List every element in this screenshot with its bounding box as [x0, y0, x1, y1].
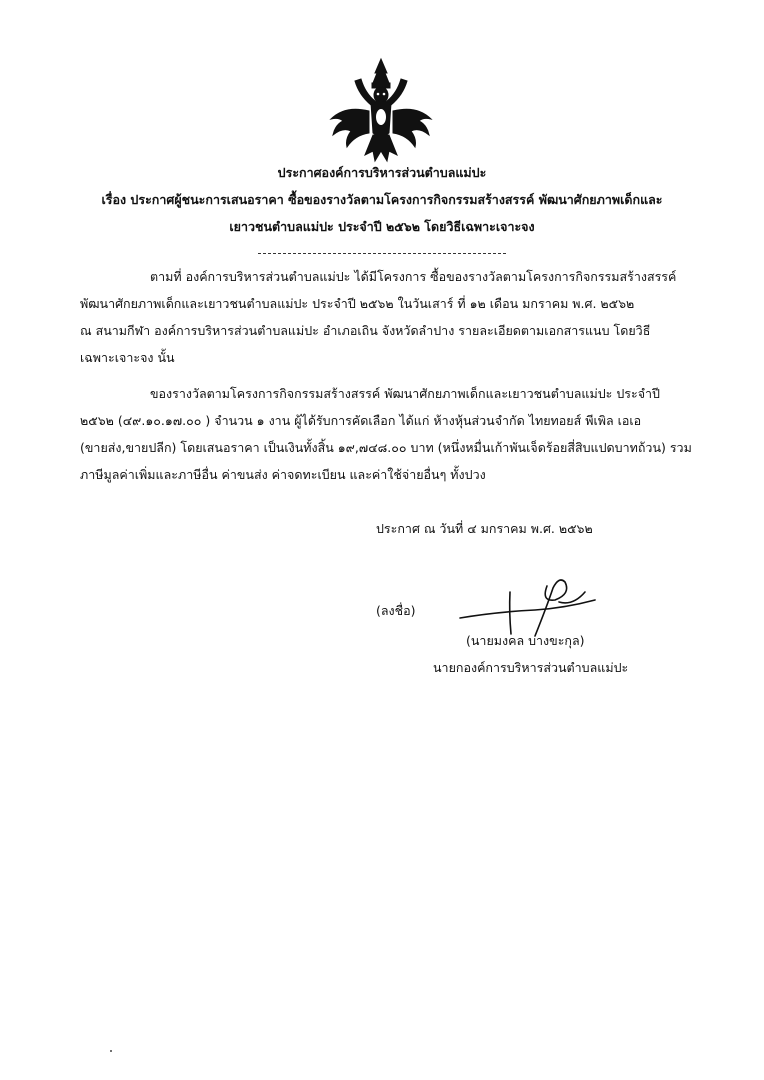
paragraph-2-line-2: ๒๕๖๒ (๔๙.๑๐.๑๗.๐๐ ) จำนวน ๑ งาน ผู้ได้รับการคัดเลือก ได้แก่ ห้างหุ้นส่วนจำกัด ไทยทอยส์ พีเพิล เอเอ [80, 413, 642, 428]
paragraph-2-line-1: ของรางวัลตามโครงการกิจกรรมสร้างสรรค์ พัฒนาศักยภาพเด็กและเยาวชนตำบลแม่ปะ ประจำปี [150, 386, 660, 401]
document-subject-line-1: เรื่อง ประกาศผู้ชนะการเสนอราคา ซื้อของรางวัลตามโครงการกิจกรรมสร้างสรรค์ พัฒนาศักยภาพเด็กและ [101, 192, 663, 207]
paragraph-1-line-2: พัฒนาศักยภาพเด็กและเยาวชนตำบลแม่ปะ ประจำปี ๒๕๖๒ ในวันเสาร์ ที่ ๑๒ เดือน มกราคม พ.ศ. ๒๕๖๒ [80, 296, 635, 311]
signatory-position: นายกองค์การบริหารส่วนตำบลแม่ปะ [433, 660, 629, 675]
document-subject-line-2: เยาวชนตำบลแม่ปะ ประจำปี ๒๕๖๒ โดยวิธีเฉพาะเจาะจง [229, 219, 535, 234]
signatory-name: (นายมงคล บางขะกุล) [466, 633, 585, 648]
paragraph-1-line-1: ตามที่ องค์การบริหารส่วนตำบลแม่ปะ ได้มีโครงการ ซื้อของรางวัลตามโครงการกิจกรรมสร้างสรรค์ [150, 269, 677, 284]
scan-speck [110, 1050, 112, 1052]
paragraph-1-line-3: ณ สนามกีฬา องค์การบริหารส่วนตำบลแม่ปะ อำเภอเถิน จังหวัดลำปาง รายละเอียดตามเอกสารแนบ โดยวิธี [80, 323, 651, 338]
garuda-emblem-icon [325, 55, 437, 167]
paragraph-2-line-3: (ขายส่ง,ขายปลีก) โดยเสนอราคา เป็นเงินทั้งสิ้น ๑๙,๗๔๘.๐๐ บาท (หนึ่งหมื่นเก้าพันเจ็ดร้อยสี่สิบแปดบาทถ้วน) รวม [80, 440, 692, 455]
document-issuer: ประกาศองค์การบริหารส่วนตำบลแม่ปะ [277, 165, 487, 180]
paragraph-2-line-4: ภาษีมูลค่าเพิ่มและภาษีอื่น ค่าขนส่ง ค่าจดทะเบียน และค่าใช้จ่ายอื่นๆ ทั้งปวง [80, 467, 486, 482]
paragraph-1-line-4: เฉพาะเจาะจง นั้น [80, 350, 175, 365]
sign-label: (ลงชื่อ) [376, 603, 416, 618]
header-divider [258, 253, 506, 254]
announce-date: ประกาศ ณ วันที่ ๔ มกราคม พ.ศ. ๒๕๖๒ [376, 521, 593, 536]
